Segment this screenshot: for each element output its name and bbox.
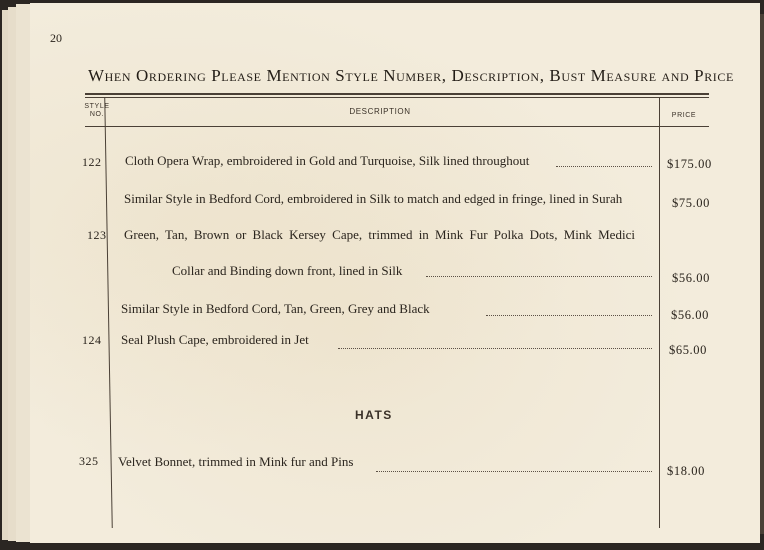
item-description: Similar Style in Bedford Cord, embroidered in Silk to match and edged in fringe, lined in Surah [124, 191, 623, 206]
item-description: Green, Tan, Brown or Black Kersey Cape, trimmed in Mink Fur Polka Dots, Mink Medici [124, 227, 635, 242]
heading-rule [85, 93, 709, 95]
dot-leader [426, 268, 652, 277]
style-number: 122 [82, 155, 102, 169]
item-price: $65.00 [669, 343, 707, 357]
item-description: Cloth Opera Wrap, embroidered in Gold and Turquoise, Silk lined throughout [125, 153, 530, 168]
item-description: Seal Plush Cape, embroidered in Jet [121, 332, 309, 347]
item-price: $18.00 [667, 464, 705, 478]
dot-leader [556, 158, 652, 167]
description-header: DESCRIPTION [349, 107, 411, 116]
section-title-hats: HATS [355, 408, 393, 422]
item-price: $75.00 [672, 196, 710, 210]
table-top-rule [85, 97, 709, 98]
item-description: Similar Style in Bedford Cord, Tan, Green, Grey and Black [121, 301, 430, 316]
dot-leader [486, 307, 652, 316]
item-price: $56.00 [671, 308, 709, 322]
price-column-divider [659, 98, 660, 528]
item-price: $175.00 [667, 157, 712, 171]
header-bottom-rule [85, 126, 709, 127]
item-description-continued: Collar and Binding down front, lined in Silk [172, 263, 403, 278]
page-heading: When Ordering Please Mention Style Number, Description, Bust Measure and Price [88, 66, 734, 85]
dot-leader [338, 340, 652, 349]
style-no-header [84, 103, 110, 119]
price-header: PRICE [671, 112, 697, 119]
dot-leader [376, 463, 652, 472]
item-price: $56.00 [672, 271, 710, 285]
style-no-header-line1: STYLE [84, 103, 110, 110]
item-description: Velvet Bonnet, trimmed in Mink fur and Pins [118, 454, 354, 469]
style-number: 124 [82, 333, 102, 347]
page-number: 20 [50, 31, 62, 45]
style-number: 123 [87, 228, 107, 242]
style-no-header-line2: NO. [89, 111, 105, 118]
style-number: 325 [79, 454, 99, 468]
